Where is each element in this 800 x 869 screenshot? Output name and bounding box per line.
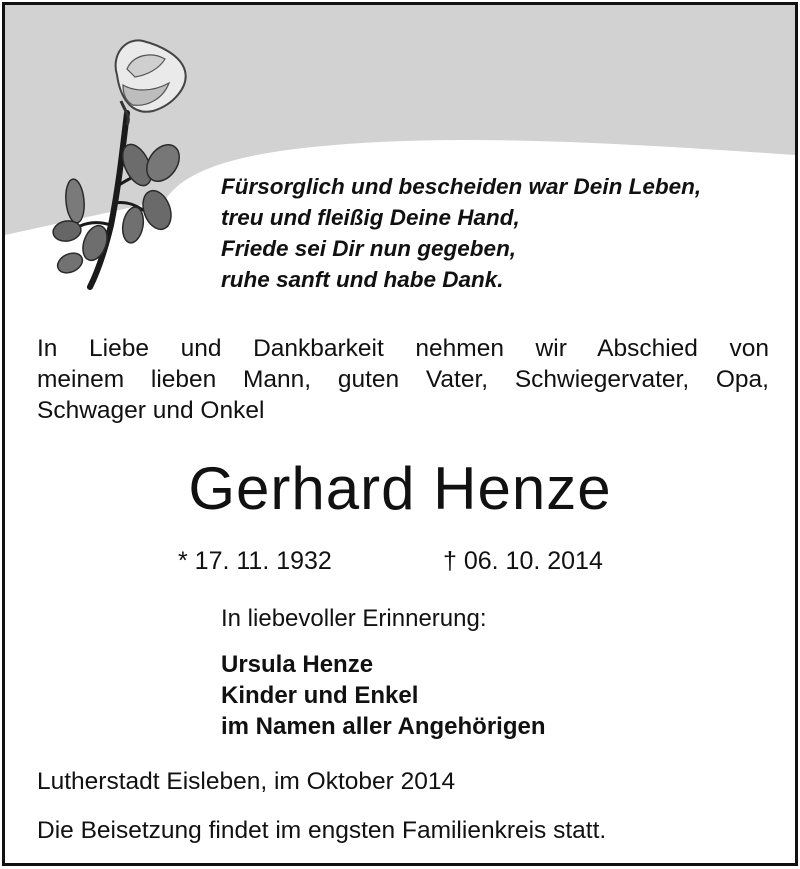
mourner-line: im Namen aller Angehörigen [221, 713, 546, 740]
mourners-list [221, 649, 546, 742]
verse-line: Friede sei Dir nun gegeben, [221, 236, 517, 261]
verse-line: Fürsorglich und bescheiden war Dein Leben, [221, 174, 702, 199]
verse-line: treu und fleißig Deine Hand, [221, 205, 520, 230]
intro-line: Schwager und Onkel [37, 397, 265, 424]
verse [221, 171, 701, 295]
intro-text [37, 333, 769, 426]
memory-heading: In liebevoller Erinnerung: [221, 605, 487, 632]
rose-icon [35, 25, 205, 305]
birth-date: * 17. 11. 1932 [178, 547, 332, 575]
burial-note: Die Beisetzung findet im engsten Familienkreis statt. [37, 817, 607, 844]
mourner-line: Ursula Henze [221, 651, 374, 678]
deceased-name: Gerhard Henze [188, 455, 612, 522]
death-date: † 06. 10. 2014 [443, 547, 603, 575]
place-date: Lutherstadt Eisleben, im Oktober 2014 [37, 768, 456, 795]
intro-line: In Liebe und Dankbarkeit nehmen wir Abschied von [37, 335, 769, 362]
mourner-line: Kinder und Enkel [221, 682, 419, 709]
verse-line: ruhe sanft und habe Dank. [221, 267, 504, 292]
obituary-card [2, 2, 798, 866]
intro-line: meinem lieben Mann, guten Vater, Schwiegervater, Opa, [37, 366, 769, 393]
